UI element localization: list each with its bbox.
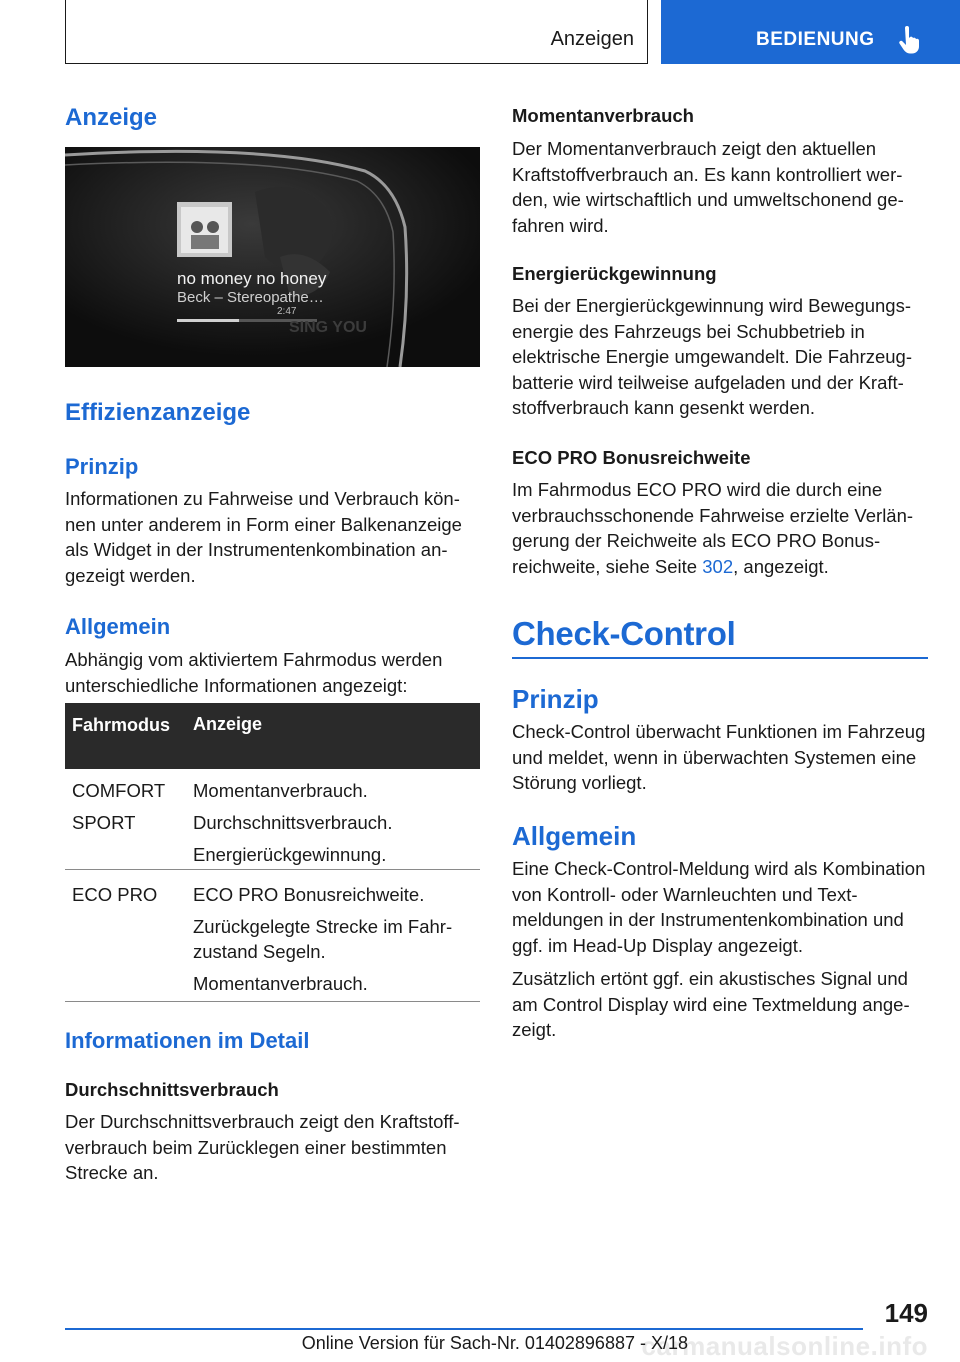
heading-allgemein-check-control: Allgemein bbox=[512, 821, 637, 851]
track-artist: Beck – Stereopathe… bbox=[177, 289, 324, 306]
header-chapter-tab bbox=[661, 0, 960, 64]
paragraph-energierueckgewinnung: Bei der Energierückgewinnung wird Bewegungsenergie des Fahrzeugs bei Schubbetrieb in elektrische Energie umgewandelt. Die Fahrzeugbatterie wird teilweise aufgeladen und der Kraftstoffverbrauch kann gesenkt werden. bbox=[512, 295, 913, 418]
table-cell-mode: SPORT bbox=[72, 812, 136, 833]
paragraph-allgemein-check-control-1: Eine Check-Control-Meldung wird als Kombination von Kontroll- oder Warnleuchten und Textmeldungen in der Instrumentenkombination und ggf. im Head-Up Display angezeigt. bbox=[512, 858, 926, 956]
table-cell-anzeige: ECO PRO Bonusreichweite. bbox=[193, 884, 425, 905]
heading-prinzip-check-control: Prinzip bbox=[512, 684, 599, 714]
table-cell-anzeige: Momentanverbrauch. bbox=[193, 973, 368, 994]
table-header-anzeige: Anzeige bbox=[193, 714, 263, 734]
track-title: no money no honey bbox=[177, 269, 327, 288]
subheading-durchschnittsverbrauch: Durchschnittsverbrauch bbox=[65, 1079, 279, 1100]
header-chapter-label: BEDIENUNG bbox=[756, 29, 875, 50]
table-header bbox=[65, 703, 480, 769]
page-number: 149 bbox=[884, 1298, 928, 1328]
paragraph-eco-text-end: , angezeigt. bbox=[733, 555, 829, 577]
footer-version: Online Version für Sach-Nr. 01402896887 - X/18 bbox=[301, 1333, 688, 1353]
subheading-eco-pro-bonusreichweite: ECO PRO Bonusreichweite bbox=[512, 447, 751, 468]
table-cell-mode: COMFORT bbox=[72, 780, 166, 801]
pointing-hand-icon bbox=[898, 26, 920, 54]
table-row bbox=[65, 870, 480, 1002]
heading-check-control: Check-Control bbox=[512, 615, 736, 652]
table-cell-anzeige: Durchschnittsverbrauch. bbox=[193, 812, 393, 833]
page-link-302[interactable]: 302 bbox=[702, 555, 734, 577]
paragraph-prinzip-check-control: Check-Control überwacht Funktionen im Fahrzeug und meldet, wenn in überwachten Systemen eine Störung vorliegt. bbox=[512, 721, 926, 793]
table-cell-mode: ECO PRO bbox=[72, 884, 158, 905]
fahrmodus-table bbox=[65, 703, 480, 1002]
paragraph-prinzip: Informationen zu Fahrweise und Verbrauch können unter anderem in Form einer Balkenanzeige als Widget in der Instrumentenkombination angezeigt werden. bbox=[65, 488, 462, 586]
table-cell-anzeige: Zurückgelegte Strecke im Fahrzustand Segeln. bbox=[193, 916, 453, 962]
track-time: 2:47 bbox=[277, 306, 297, 317]
heading-rule bbox=[512, 657, 928, 659]
table-cell-anzeige: Energierückgewinnung. bbox=[193, 844, 387, 865]
heading-informationen-im-detail: Informationen im Detail bbox=[65, 1028, 310, 1053]
paragraph-durchschnittsverbrauch: Der Durchschnittsverbrauch zeigt den Kraftstoffverbrauch beim Zurücklegen einer bestimmten Strecke an. bbox=[65, 1111, 460, 1183]
footer-rule bbox=[65, 1328, 863, 1330]
instrument-cluster-image bbox=[65, 147, 480, 367]
paragraph-allgemein-check-control-2: Zusätzlich ertönt ggf. ein akustisches Signal und am Control Display wird eine Textmeldung angezeigt. bbox=[512, 968, 910, 1040]
heading-effizienzanzeige: Effizienzanzeige bbox=[65, 399, 251, 426]
paragraph-momentanverbrauch: Der Momentanverbrauch zeigt den aktuellen Kraftstoffverbrauch an. Es kann kontrolliert werden, wie wirtschaftlich und umweltschonend gefahren wird. bbox=[512, 138, 904, 236]
heading-anzeige: Anzeige bbox=[65, 104, 158, 131]
paragraph-eco-text: Im Fahrmodus ECO PRO wird die durch eine verbrauchsschonende Fahrweise erzielte Verlängerung der Reichweite als ECO PRO Bonusreichweite, siehe Seite bbox=[512, 479, 914, 577]
background-overlay-text: SING YOU bbox=[289, 319, 367, 336]
heading-allgemein: Allgemein bbox=[65, 614, 171, 639]
heading-prinzip: Prinzip bbox=[65, 454, 139, 479]
table-cell-anzeige: Momentanverbrauch. bbox=[193, 780, 368, 801]
header-section-title: Anzeigen bbox=[550, 28, 634, 50]
paragraph-eco-pro-bonusreichweite bbox=[512, 477, 928, 579]
paragraph-allgemein: Abhängig vom aktiviertem Fahrmodus werden unterschiedliche Informationen angezeigt: bbox=[65, 649, 443, 696]
table-row bbox=[65, 769, 480, 870]
table-header-fahrmodus: Fahrmodus bbox=[72, 715, 171, 735]
subheading-momentanverbrauch: Momentanverbrauch bbox=[512, 105, 694, 126]
subheading-energierueckgewinnung: Energierückgewinnung bbox=[512, 263, 717, 284]
instrument-cluster-photo bbox=[65, 147, 480, 367]
footer-watermark: carmanualsonline.info bbox=[641, 1331, 928, 1361]
